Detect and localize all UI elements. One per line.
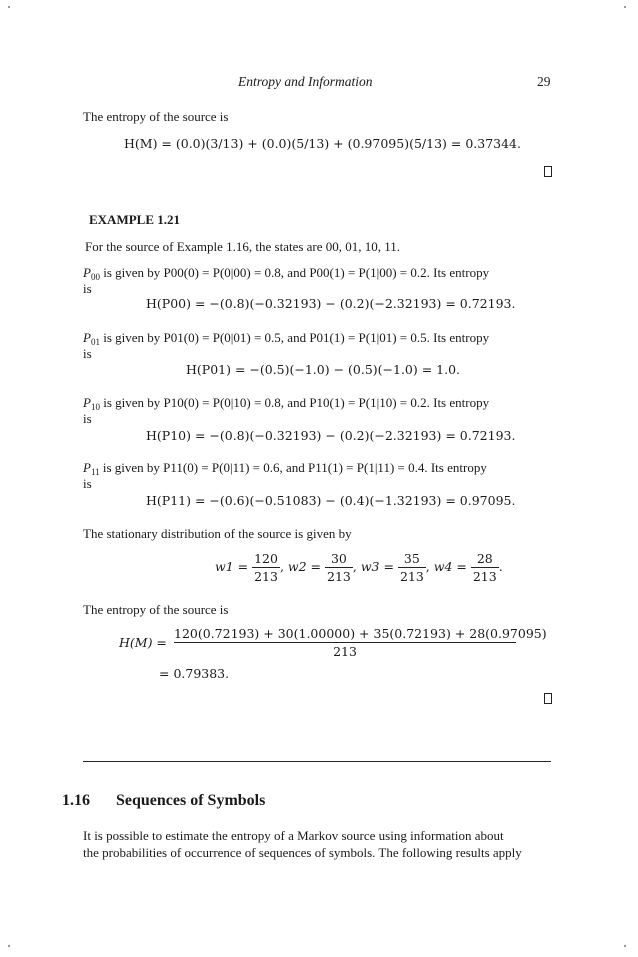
example-intro: For the source of Example 1.16, the states are 00, 01, 10, 11. xyxy=(85,239,401,254)
case-is: is xyxy=(83,346,92,361)
corner-mark xyxy=(8,6,10,8)
corner-mark xyxy=(624,945,626,947)
qed-icon xyxy=(544,693,552,704)
case-equation: H(P00) = −(0.8)(−0.32193) − (0.2)(−2.32193) = 0.72193. xyxy=(146,296,516,311)
case-is: is xyxy=(83,411,92,426)
section-title: Sequences of Symbols xyxy=(116,792,266,809)
paragraph-line: the probabilities of occurrence of sequences of symbols. The following results apply xyxy=(83,845,522,860)
case-is: is xyxy=(83,476,92,491)
corner-mark xyxy=(8,945,10,947)
stationary-equation: w1 = $\frac{120}{213}$ , w2 = $\frac{30}{213}$ , w3 = $\frac{35}{213}$ , w4 = $\frac{28}{213}$ . xyxy=(215,551,503,584)
entropy-denominator: 213 xyxy=(174,642,516,660)
case-equation: H(P11) = −(0.6)(−0.51083) − (0.4)(−1.32193) = 0.97095. xyxy=(146,493,516,508)
example-title: EXAMPLE 1.21 xyxy=(89,212,180,227)
running-header: Entropy and Information xyxy=(238,74,373,89)
section-heading xyxy=(62,792,265,809)
entropy-text: The entropy of the source is xyxy=(83,602,229,617)
case-line: $P_{01}$ is given by P01(0) = P(0|01) = 0.5, and P01(1) = P(1|01) = 0.5. Its entropy xyxy=(83,330,490,347)
case-is: is xyxy=(83,281,92,296)
entropy-numerator: 120(0.72193) + 30(1.00000) + 35(0.72193) + 28(0.97095) xyxy=(174,626,547,641)
page-number: 29 xyxy=(537,74,551,89)
section-number: 1.16 xyxy=(62,792,90,809)
entropy-result: = 0.79383. xyxy=(159,666,230,681)
case-line: $P_{10}$ is given by P10(0) = P(0|10) = 0.8, and P10(1) = P(1|10) = 0.2. Its entropy xyxy=(83,395,490,412)
stationary-text: The stationary distribution of the source is given by xyxy=(83,526,352,541)
entropy-lhs: H(M) = xyxy=(119,635,167,650)
corner-mark xyxy=(624,6,626,8)
paragraph-line: It is possible to estimate the entropy of a Markov source using information about xyxy=(83,828,504,843)
intro-text: The entropy of the source is xyxy=(83,109,229,124)
case-equation: H(P10) = −(0.8)(−0.32193) − (0.2)(−2.32193) = 0.72193. xyxy=(146,428,516,443)
qed-icon xyxy=(544,166,552,177)
case-line: $P_{00}$ is given by P00(0) = P(0|00) = 0.8, and P00(1) = P(1|00) = 0.2. Its entropy xyxy=(83,265,490,282)
case-equation: H(P01) = −(0.5)(−1.0) − (0.5)(−1.0) = 1.0. xyxy=(186,362,461,377)
case-line: $P_{11}$ is given by P11(0) = P(0|11) = 0.6, and P11(1) = P(1|11) = 0.4. Its entropy xyxy=(83,460,487,477)
horizontal-rule xyxy=(83,761,551,762)
entropy-fraction xyxy=(174,625,547,660)
intro-equation: H(M) = (0.0)(3/13) + (0.0)(5/13) + (0.97095)(5/13) = 0.37344. xyxy=(124,136,521,151)
